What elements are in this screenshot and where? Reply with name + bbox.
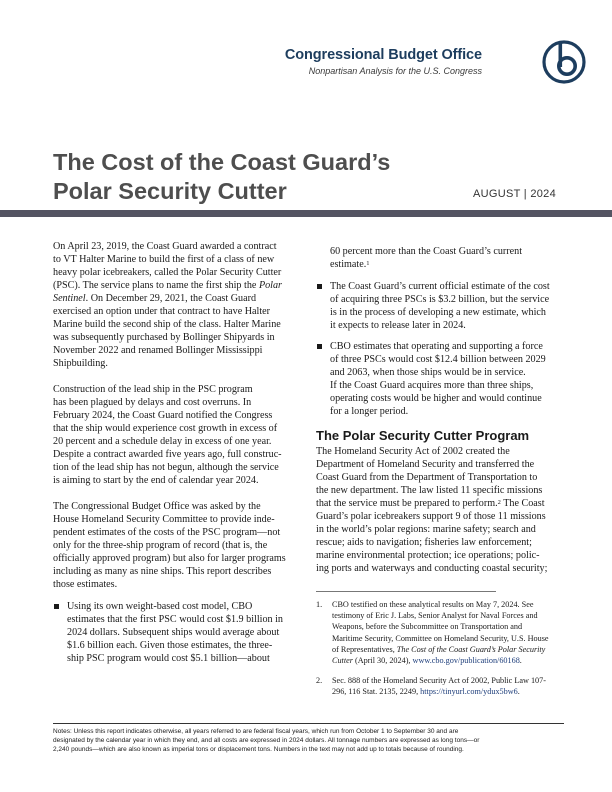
text-line: 20 percent and a schedule delay in excess of one year. [53,436,272,447]
text-line: February 2024, the Coast Guard notified the Congress [53,410,273,421]
text-fragment: . [519,656,522,666]
list-item [316,280,562,332]
section-heading: The Polar Security Cutter Program [316,428,530,443]
text-line: including as many as nine ships. This report describes [53,566,272,577]
text-line: testimony of Eric J. Labs, Senior Analyst for Naval Forces and [332,611,538,621]
list-item-continued [316,245,562,271]
text-fragment: (PSC). The service plans to name the first ship the [53,280,259,291]
text-line: The Congressional Budget Office was asked by the [53,501,261,512]
text-line: officially approved program) but also for larger programs [53,553,286,564]
text-line [332,644,562,655]
statute-link[interactable]: https://tinyurl.com/ydux5bw6 [420,687,518,697]
footnote-number: 2. [316,676,323,686]
text-line: has been plagued by delays and cost overruns. In [53,397,252,408]
text-fragment: that the service must be prepared to perform. [316,498,498,509]
citation-title: The Cost of the Coast Guard’s Polar Security [396,644,546,654]
footnote-1 [316,599,562,666]
text-line: was subsequently purchased by Bollinger Shipyards in [53,332,275,343]
text-line: the new department. The law listed 11 specific missions [316,485,543,496]
notes-divider [53,723,564,724]
text-line: operating costs would be higher and would continue [330,393,542,404]
report-notes [53,727,568,754]
cbo-logo-icon [542,40,586,84]
text-line: to VT Halter Marine to build the first of a class of new [53,254,275,265]
text-line: ing ports and waterways and conducting coastal security; [316,563,548,574]
text-line [53,292,305,305]
text-fragment: . [517,687,520,697]
footnote-ref[interactable]: 1 [366,260,370,267]
left-column [53,240,305,673]
text-line: Marine build the second ship of the class. Halter Marine [53,319,281,330]
page-title [53,148,473,206]
text-line [332,686,562,697]
text-line [332,655,562,666]
text-line: November 2022 and renamed Bollinger Mississippi [53,345,263,356]
text-line: is in the process of developing a new estimate, which [330,307,546,318]
text-line: marine environmental protection; ice operations; polic- [316,550,540,561]
right-column [316,245,562,588]
bullet-icon [317,284,322,289]
text-line: CBO testified on these analytical results on May 7, 2024. See [332,600,534,609]
footnote-divider [316,591,496,592]
cbo-header [286,40,586,84]
text-line: that the ship would experience cost growth in excess of [53,423,278,434]
text-line: ship PSC program would cost $5.1 billion—about [67,653,270,664]
paragraph-request [53,500,305,591]
text-line: $1.6 billion each. Given those estimates, the three- [67,640,273,651]
text-line: If the Coast Guard acquires more than three ships, [330,380,534,391]
text-line: in the world’s polar regions: marine safety; search and [316,524,536,535]
text-line: Guard’s polar icebreakers support 9 of those 11 missions [316,511,546,522]
text-line: Sec. 888 of the Homeland Security Act of 2002, Public Law 107- [332,676,546,686]
text-line: Weapons, before the Subcommittee on Transportation and [332,622,523,632]
text-line: Department of Homeland Security and transferred the [316,459,535,470]
text-line: exercised an option under that contract to have Halter [53,306,271,317]
findings-list-continued [316,245,562,418]
text-line: pendent estimates of the costs of the PSC program—not [53,527,281,538]
footnote-2 [316,675,562,697]
org-tagline: Nonpartisan Analysis for the U.S. Congress [308,66,482,76]
ship-name-italic: Polar [258,280,283,291]
bullet-icon [317,344,322,349]
text-fragment: estimate. [330,259,367,270]
citation-title: Cutter [332,656,353,666]
text-line: of acquiring three PSCs is $3.2 billion, but the service [330,294,550,305]
text-line: Maritime Security, Committee on Homeland Security, U.S. House [332,633,549,643]
text-line: for a longer period. [330,406,409,417]
text-line: Coast Guard from the Department of Transportation to [316,472,538,483]
paragraph-construction [53,383,305,487]
title-divider [0,210,612,217]
text-line: rescue; aids to navigation; fisheries law enforcement; [316,537,532,548]
text-line [316,497,562,510]
text-line: it expects to release later in 2024. [330,320,466,331]
text-fragment: . On December 29, 2021, the Coast Guard [85,293,257,304]
text-fragment: of Representatives, [332,644,397,654]
text-line [330,258,562,271]
ship-name-italic: Sentinel [53,293,86,304]
text-line: CBO estimates that operating and supporting a force [330,341,543,352]
text-line: heavy polar icebreakers, called the Polar Security Cutter [53,267,282,278]
text-line: House Homeland Security Committee to provide inde- [53,514,275,525]
list-item [316,340,562,418]
publication-date: AUGUST | 2024 [473,188,556,200]
text-line: On April 23, 2019, the Coast Guard awarded a contract [53,241,277,252]
footnote-ref[interactable]: 2 [497,499,501,506]
text-line: Using its own weight-based cost model, CBO [67,601,253,612]
text-line: tion of the lead ship has not begun, although the service [53,462,279,473]
title-line: The Cost of the Coast Guard’s [53,149,391,175]
text-fragment: 296, 116 Stat. 2135, 2249, [332,687,421,697]
text-line: 60 percent more than the Coast Guard’s current [330,246,523,257]
text-line: is aiming to start by the end of calendar year 2024. [53,475,259,486]
list-item [53,600,305,665]
paragraph-intro [53,240,305,370]
title-line: Polar Security Cutter [53,178,287,204]
text-line: The Homeland Security Act of 2002 created the [316,446,510,457]
text-line: Notes: Unless this report indicates otherwise, all years referred to are federal fiscal years, which run from October 1 to September 30 and are [53,728,459,735]
text-line: those estimates. [53,579,118,590]
text-fragment: (April 30, 2024), [352,656,413,666]
publication-link[interactable]: www.cbo.gov/publication/60168 [412,656,520,666]
text-line: Construction of the lead ship in the PSC program [53,384,253,395]
text-line: Shipbuilding. [53,358,108,369]
text-line [53,279,305,292]
org-name: Congressional Budget Office [284,47,482,63]
text-line: 2024 dollars. Subsequent ships would average about [67,627,280,638]
text-line: and 2063, when those ships would be in service. [330,367,526,378]
footnote-number: 1. [316,600,323,609]
findings-list [53,600,305,665]
text-line: of three PSCs would cost $12.4 billion between 2029 [330,354,546,365]
text-line: only for the three-ship program of record (that is, the [53,540,268,551]
paragraph-program [316,445,562,575]
text-line: estimates that the first PSC would cost $1.9 billion in [67,614,283,625]
text-line: designated by the calendar year in which they end, and all costs are expressed in 2024 dollars. All tonnage numbers are expressed as long tons—or [53,737,480,744]
bullet-icon [54,604,59,609]
footnotes [316,599,562,707]
text-fragment: The Coast [500,498,545,509]
text-line: The Coast Guard’s current official estimate of the cost [330,281,550,292]
text-line: Despite a contract awarded five years ago, full construc- [53,449,282,460]
text-line: 2,240 pounds—which are also known as imperial tons or displacement tons. Numbers in the text may not add up to totals because of rounding. [53,746,464,753]
